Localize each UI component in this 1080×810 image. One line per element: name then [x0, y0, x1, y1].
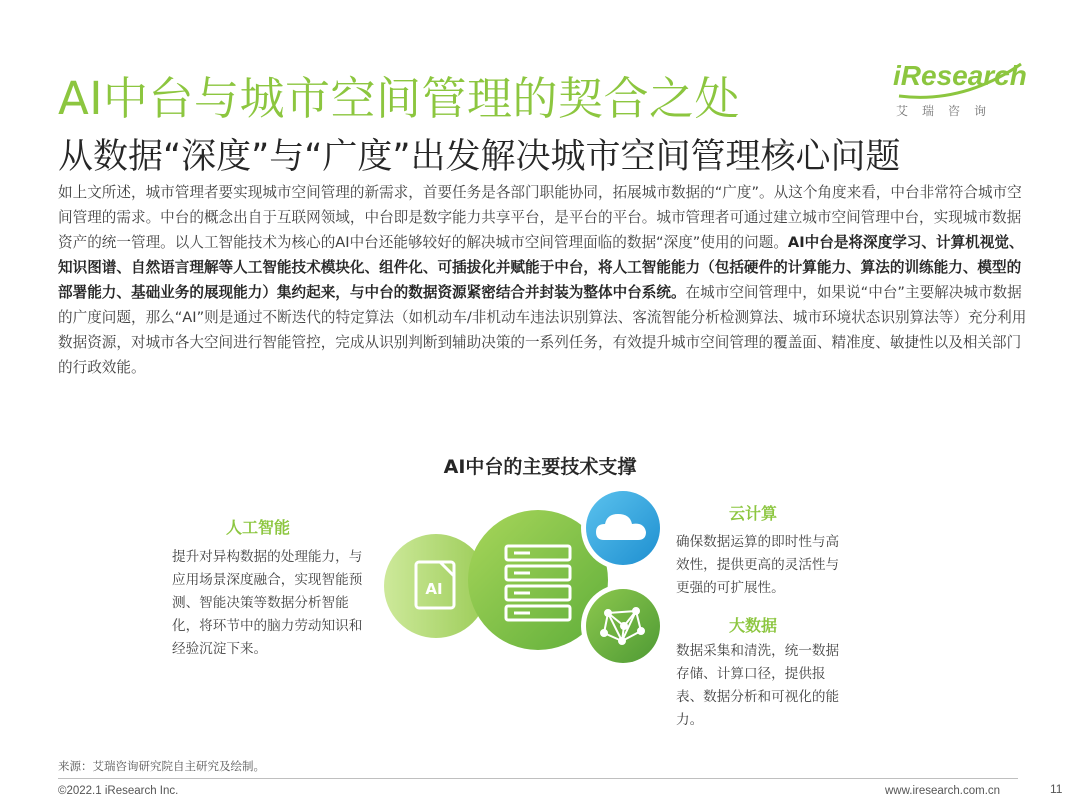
page-number: 11 — [1050, 782, 1063, 796]
page-title: AI中台与城市空间管理的契合之处 — [58, 72, 741, 125]
page-subtitle: 从数据“深度”与“广度”出发解决城市空间管理核心问题 — [58, 137, 901, 177]
ai-icon-label: AI — [425, 580, 443, 598]
bigdata-description: 数据采集和清洗，统一数据存储、计算口径，提供报表、数据分析和可视化的能力。 — [676, 643, 840, 728]
bigdata-circle — [581, 584, 665, 668]
body-text-bold: AI中台是将深度学习、计算机视觉、知识图谱、自然语言理解等人工智能技术模块化、组件化、可插拔化并赋能于中台，将人工智能能力（包括硬件的计算能力、算法的训练能力、模型的部署能力、基础业务的展现能力）集约起来，与中台的数据资源紧密结合并封装为整体中台系统。 — [58, 234, 1024, 301]
cloud-circle — [581, 486, 665, 570]
ai-heading: 人工智能 — [226, 518, 291, 537]
website-link[interactable]: www.iresearch.com.cn — [885, 785, 1001, 797]
diagram-title: AI中台的主要技术支撑 — [443, 456, 637, 478]
bigdata-heading: 大数据 — [729, 616, 778, 635]
copyright: ©2022.1 iResearch Inc. — [58, 785, 179, 797]
logo-wordmark: iResearch — [893, 60, 1027, 91]
logo-subtitle: 艾瑞咨询 — [896, 104, 1001, 118]
cloud-description: 确保数据运算的即时性与高效性，提供更高的灵活性与更强的可扩展性。 — [676, 534, 840, 596]
cloud-heading: 云计算 — [729, 504, 778, 523]
iresearch-logo — [893, 60, 1028, 122]
body-text-part2: 在城市空间管理中，如果说“中台”主要解决城市数据的广度问题，那么“AI”则是通过不断迭代的特定算法（如机动车/非机动车违法识别算法、客流智能分析检测算法、城市环境状态识别算法等）充分利用数据资源，对城市各大空间进行智能管控，完成从识别判断到辅助决策的一系列任务，有效提升城市空间管理的覆盖面、精准度、敏捷性以及相关部门的行政效能。 — [58, 284, 1027, 376]
source-note: 来源：艾瑞咨询研究院自主研究及绘制。 — [58, 759, 265, 773]
ai-description: 提升对异构数据的处理能力，与应用场景深度融合，实现智能预测、智能决策等数据分析智能化，将环节中的脑力劳动知识和经验沉淀下来。 — [172, 549, 363, 657]
body-paragraph — [58, 180, 1034, 380]
footer-divider — [58, 778, 1018, 779]
body-text-part1: 如上文所述，城市管理者要实现城市空间管理的新需求，首要任务是各部门职能协同，拓展城市数据的“广度”。从这个角度来看，中台非常符合城市空间管理的需求。中台的概念出自于互联网领域，中台即是数字能力共享平台，是平台的平台。城市管理者可通过建立城市空间管理中台，实现城市数据资产的统一管理。以人工智能技术为核心的AI中台还能够较好的解决城市空间管理面临的数据“深度”使用的问题。 — [58, 184, 1022, 251]
tech-support-illustration — [378, 478, 678, 698]
